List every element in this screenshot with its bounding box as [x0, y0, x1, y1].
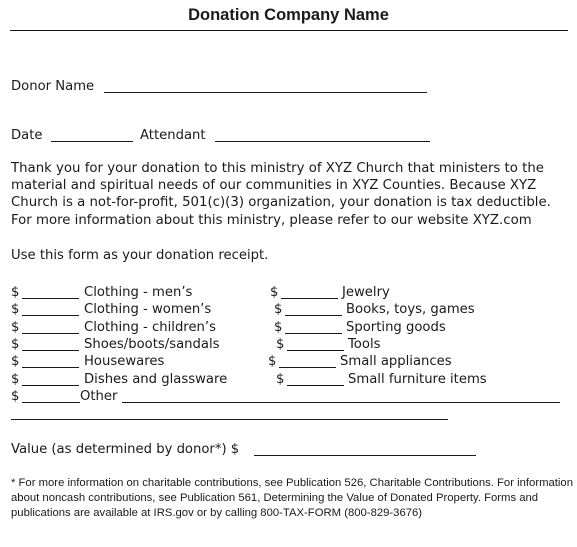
- attendant-field[interactable]: [215, 141, 430, 142]
- attendant-label: Attendant: [140, 128, 206, 143]
- other-amount-field[interactable]: [22, 402, 80, 403]
- value-label: Value (as determined by donor*) $: [11, 442, 240, 457]
- title-underline: [10, 30, 568, 31]
- amount-field[interactable]: [22, 333, 79, 334]
- item-label: Clothing - men’s: [84, 285, 193, 300]
- value-field[interactable]: [254, 455, 476, 456]
- item-label: Jewelry: [342, 285, 390, 300]
- item-label: Books, toys, games: [346, 302, 475, 317]
- other-dollar-sign: $: [11, 389, 20, 404]
- item-label: Dishes and glassware: [84, 372, 228, 387]
- donor-name-label: Donor Name: [11, 79, 95, 94]
- amount-field[interactable]: [287, 385, 344, 386]
- amount-field[interactable]: [22, 298, 79, 299]
- dollar-sign: $: [11, 372, 20, 387]
- amount-field[interactable]: [285, 333, 342, 334]
- other-description-field-line-2[interactable]: [11, 419, 448, 420]
- donor-name-field[interactable]: [104, 92, 427, 93]
- dollar-sign: $: [276, 337, 285, 352]
- other-label: Other: [80, 389, 118, 404]
- receipt-note: Use this form as your donation receipt.: [11, 248, 269, 263]
- item-label: Small furniture items: [348, 372, 487, 387]
- dollar-sign: $: [270, 285, 279, 300]
- dollar-sign: $: [276, 372, 285, 387]
- item-label: Sporting goods: [346, 320, 446, 335]
- dollar-sign: $: [274, 302, 283, 317]
- amount-field[interactable]: [22, 385, 79, 386]
- dollar-sign: $: [11, 302, 20, 317]
- amount-field[interactable]: [22, 367, 79, 368]
- item-label: Tools: [348, 337, 381, 352]
- item-label: Housewares: [84, 354, 165, 369]
- other-description-field[interactable]: [122, 402, 560, 403]
- footnote: * For more information on charitable contributions, see Publication 526, Charitable Contributions. For information about noncash contributions, see Publication 561, Determining the Value of Donated Property. Forms and publications are available at IRS.gov or by calling 800-TAX-FORM (800-829-3676): [11, 477, 573, 520]
- dollar-sign: $: [11, 320, 20, 335]
- date-label: Date: [11, 128, 43, 143]
- dollar-sign: $: [11, 354, 20, 369]
- amount-field[interactable]: [285, 315, 342, 316]
- amount-field[interactable]: [281, 298, 338, 299]
- item-label: Clothing - children’s: [84, 320, 216, 335]
- item-label: Clothing - women’s: [84, 302, 212, 317]
- amount-field[interactable]: [279, 367, 336, 368]
- amount-field[interactable]: [22, 315, 79, 316]
- date-field[interactable]: [51, 141, 133, 142]
- amount-field[interactable]: [287, 350, 344, 351]
- intro-paragraph: Thank you for your donation to this ministry of XYZ Church that ministers to the material and spiritual needs of our communities in XYZ Counties. Because XYZ Church is a not-for-profit, 501(c)(3) organization, your donation is tax deductible. For more information about this ministry, please refer to our website XYZ.com: [11, 161, 551, 228]
- dollar-sign: $: [11, 337, 20, 352]
- amount-field[interactable]: [22, 350, 79, 351]
- dollar-sign: $: [11, 285, 20, 300]
- dollar-sign: $: [268, 354, 277, 369]
- item-label: Shoes/boots/sandals: [84, 337, 220, 352]
- page-title: Donation Company Name: [188, 6, 389, 24]
- item-label: Small appliances: [340, 354, 452, 369]
- dollar-sign: $: [274, 320, 283, 335]
